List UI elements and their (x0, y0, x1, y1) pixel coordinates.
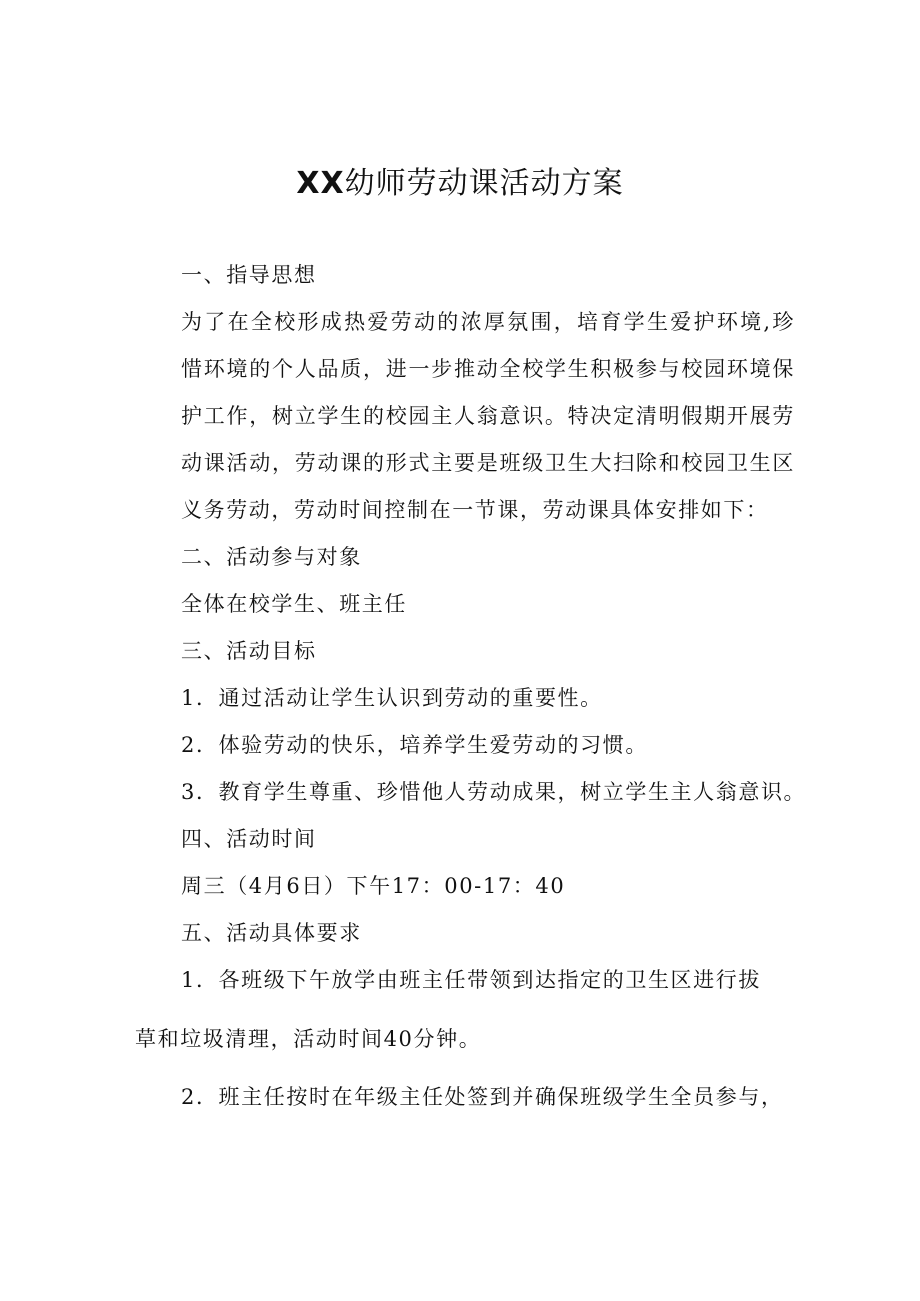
section-heading-requirements: 五、活动具体要求 (181, 921, 362, 945)
document-body (135, 252, 807, 1121)
goal-item-1: 1．通过活动让学生认识到劳动的重要性。 (181, 686, 603, 710)
title-text: 幼师劳动课活动方案 (344, 166, 624, 201)
participants-text: 全体在校学生、班主任 (181, 592, 407, 616)
section-heading-participants: 二、活动参与对象 (181, 545, 362, 569)
section-heading-time: 四、活动时间 (181, 827, 317, 851)
time-text: 周三（4月6日）下午17：00-17：40 (181, 874, 566, 898)
goal-item-2: 2．体验劳动的快乐，培养学生爱劳动的习惯。 (181, 733, 648, 757)
paragraph-guiding-thought: 为了在全校形成热爱劳动的浓厚氛围，培育学生爱护环境,珍惜环境的个人品质，进一步推动全校学生积极参与校园环境保护工作，树立学生的校园主人翁意识。特决定清明假期开展劳动课活动，劳动课的形式主要是班级卫生大扫除和校园卫生区义务劳动，劳动时间控制在一节课，劳动课具体安排如下： (181, 310, 795, 522)
document-title (0, 158, 920, 210)
goal-item-3: 3．教育学生尊重、珍惜他人劳动成果，树立学生主人翁意识。 (181, 780, 807, 804)
section-heading-guiding-thought: 一、指导思想 (181, 263, 317, 287)
title-prefix: XX (296, 166, 345, 201)
requirement-item-1-line-2: 草和垃圾清理，活动时间40分钟。 (135, 1027, 482, 1051)
section-heading-goals: 三、活动目标 (181, 639, 317, 663)
requirement-item-1-line-1: 1．各班级下午放学由班主任带领到达指定的卫生区进行拔 (181, 968, 761, 992)
requirement-item-2: 2．班主任按时在年级主任处签到并确保班级学生全员参与， (181, 1085, 784, 1109)
